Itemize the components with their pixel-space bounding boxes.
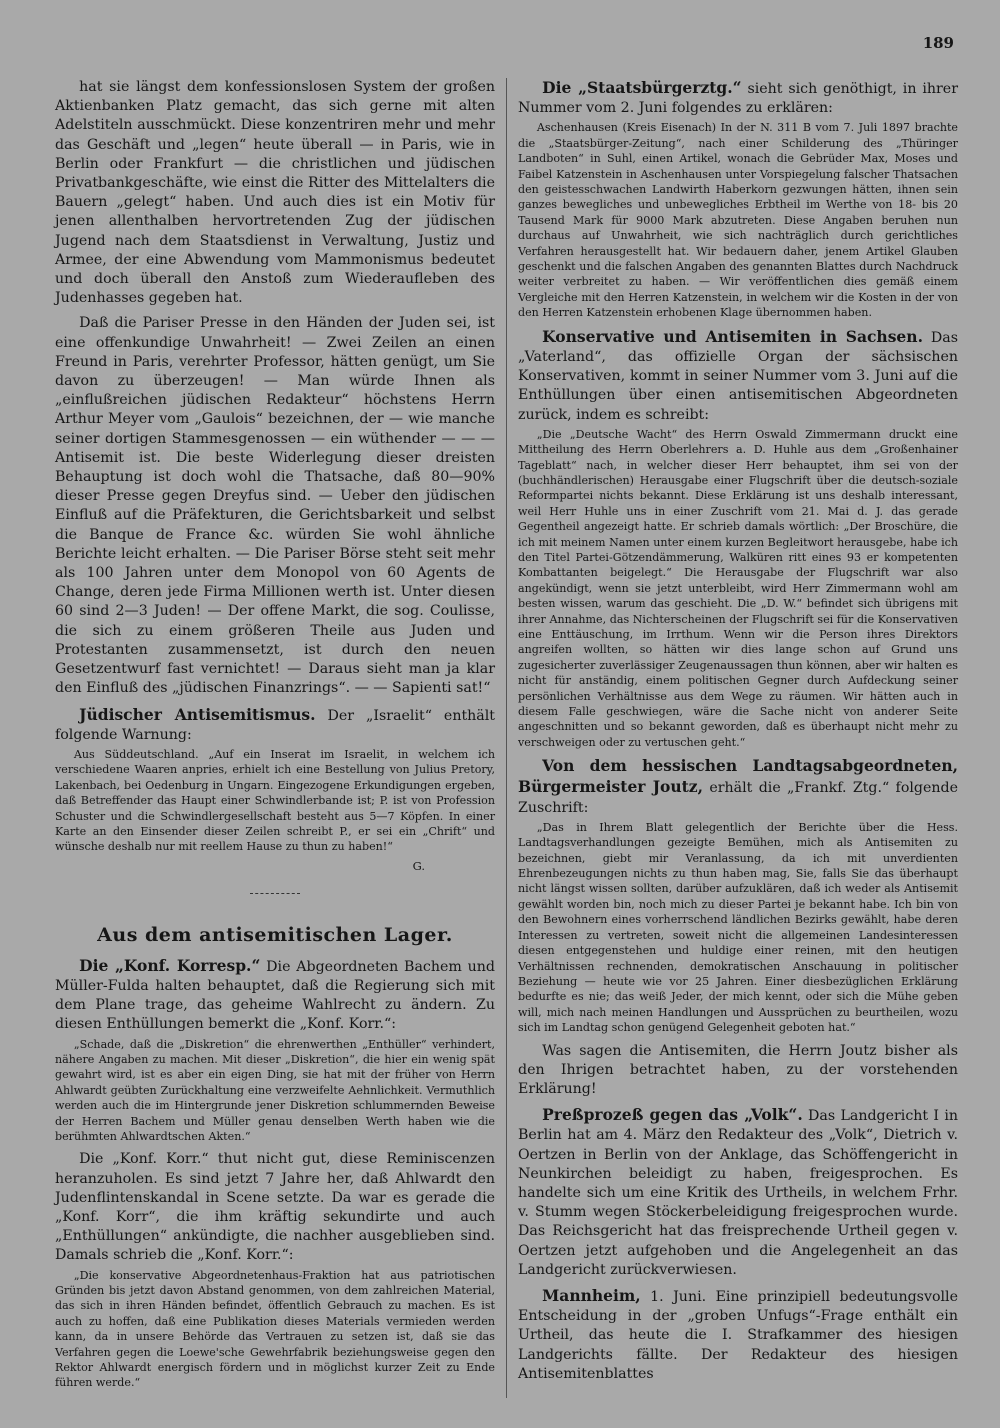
paragraph-text: Der „Israelit“ enthält folgende Warnung: xyxy=(55,707,495,743)
right-column xyxy=(518,78,958,1384)
paragraph-text: hat sie längst dem konfessionslosen System der großen Aktienbanken Platz gemacht, das sich gerne mit alten Adelstiteln ausschmückt. Diese konzentriren mehr und mehr das Geschäft und „legen“ heute überall — in Paris, wie in Berlin oder Frankfurt — die christlichen und jüdischen Privatbankgeschäfte, wie einst die Ritter des Mittelalters die Bauern „gelegt“ haben. Und auch dies ist ein Motiv für jenen allenthalben hervortretenden Zug der jüdischen Jugend nach dem Staatsdienst in Verwaltung, Justiz und Armee, der eine Abwendung vom Mammonismus bedeutet und doch überall den Anstoß zum Wiederaufleben des Judenhasses gegeben hat. xyxy=(55,79,495,307)
paragraph-text: Was sagen die Antisemiten, die Herrn Joutz bisher als den Ihrigen betrachtet haben, zu der vorstehenden Erklärung! xyxy=(518,1042,958,1097)
body-paragraph xyxy=(55,1150,495,1265)
body-paragraph xyxy=(55,78,495,308)
paragraph-text: Daß die Pariser Presse in den Händen der Juden sei, ist eine offenkundige Unwahrheit! — Zwei Zeilen an einen Freund in Paris, verehrter Professor, hätten genügt, um Sie davon zu überzeugen! — Man würde Ihnen als „einflußreichen jüdischen Redakteur“ höchstens Herrn Arthur Meyer vom „Gaulois“ bezeichnen, der — wie manche seiner dortigen Stammesgenossen — ein wüthender — — — Antisemit ist. Die beste Widerlegung dieser dreisten Behauptung ist doch wohl die Thatsache, daß 80—90% dieser Presse gegen Dreyfus sind. — Ueber den jüdischen Einfluß auf die Präfekturen, die Gerichtsbarkeit und selbst die Banque de France &c. würden Sie wohl ähnliche Berichte leicht erhalten. — Die Pariser Börse steht seit mehr als 100 Jahren unter dem Monopol von 60 Agents de Change, deren jede Firma Millionen werth ist. Unter diesen 60 sind 2—3 Juden! — Der offene Markt, die sog. Coulisse, die sich zu einem größeren Theile aus Juden und Protestanten zusammensetzt, ist durch den neuen Gesetzentwurf fast vernichtet! — Daraus sieht man ja klar den Einfluß des „jüdischen Finanzrings“. — — Sapienti sat!“ xyxy=(55,315,495,697)
body-paragraph xyxy=(518,78,958,118)
paragraph-text: 1. Juni. Eine prinzipiell bedeutungsvolle Entscheidung in der „groben Unfugs“-Frage enthält ein Urtheil, das heute die I. Strafkammer des hiesigen Landgerichts fällte. Der Redakteur des hiesigen Antisemitenblattes xyxy=(518,1288,958,1382)
quoted-passage: Aschenhausen (Kreis Eisenach) In der N. 311 B vom 7. Juli 1897 brachte die „Staatsbürger-Zeitung“, nach einer Schilderung des „Thüringer Landboten“ in Suhl, einen Artikel, wonach die Gebrüder Max, Moses und Faibel Katzenstein in Aschenhausen unter Vorspiegelung falscher Thatsachen den geistesschwachen Landwirth Haberkorn gezwungen hätten, ihnen sein ganzes bewegliches und unbewegliches Erbtheil im Werthe von 18- bis 20 Tausend Mark für 9000 Mark abzutreten. Diese Angaben beruhen nun durchaus auf Unwahrheit, wie sich nachträglich durch gerichtliches Verfahren herausgestellt hat. Wir bedauern daher, jenem Artikel Glauben geschenkt und die falschen Angaben des genannten Blattes durch Nachdruck weiter verbreitet zu haben. — Wir veröffentlichen dies gemäß einem Vergleiche mit den Herren Katzenstein, in welchem wir die Kosten in der von den Herren Katzenstein erhobenen Klage übernommen haben. xyxy=(518,121,958,320)
quoted-passage: „Schade, daß die „Diskretion“ die ehrenwerthen „Enthüller“ verhindert, nähere Angaben zu machen. Mit dieser „Diskretion“, die hier ein wenig spät gewahrt wird, ist es aber ein eigen Ding, sie hat mit der früher von Herrn Ahlwardt geübten Zurückhaltung eine verzweifelte Aehnlichkeit. Vermuthlich werden auch die im Hintergrunde jener Diskretion schlummernden Beweise der Herren Bachem und Müller genau denselben Werth haben wie die berühmten Ahlwardtschen Akten.“ xyxy=(55,1037,495,1143)
article-heading: Von dem hessischen Landtagsabgeordneten, Bürgermeister Joutz, xyxy=(518,756,958,797)
quoted-passage: „Das in Ihrem Blatt gelegentlich der Berichte über die Hess. Landtagsverhandlungen gezeigte Bemühen, mich als Antisemiten zu bezeichnen, giebt mir Veranlassung, da ich mit unverdienten Ehrenbezeugungen nichts zu thun haben mag, Sie, falls Sie das überhaupt nicht längst wissen sollten, darüber aufzuklären, daß ich weder als Antisemit gewählt worden bin, noch mich zu dieser Partei je bekannt habe. Ich bin von den Bewohnern eines vorherrschend ländlichen Bezirks gewählt, habe deren Interessen zu vertreten, soweit nicht die allgemeinen Landesinteressen diesen entgegenstehen und huldige einer reinen, mit den heutigen Verhältnissen rechnenden, demokratischen Anschauung in politischer Beziehung — heute wie vor 25 Jahren. Einer diesbezüglichen Erklärung bedurfte es nie; das weiß Jeder, der mich kennt, oder sich die Mühe geben will, mich nach meinen Handlungen und Aussprüchen zu beurtheilen, wozu sich im Landtag schon genügend Gelegenheit geboten hat.“ xyxy=(518,820,958,1035)
body-paragraph xyxy=(55,705,495,745)
section-divider xyxy=(250,893,300,894)
body-paragraph xyxy=(518,1105,958,1280)
body-paragraph xyxy=(55,314,495,698)
body-paragraph xyxy=(55,956,495,1035)
signature: G. xyxy=(412,858,425,873)
left-column xyxy=(55,78,495,1395)
article-heading: Konservative und Antisemiten in Sachsen. xyxy=(542,326,923,346)
section-title: Aus dem antisemitischen Lager. xyxy=(97,923,453,946)
paragraph-text: Das „Vaterland“, das offizielle Organ der sächsischen Konservativen, kommt in seiner Nummer vom 3. Juni auf die Enthüllungen über einen antisemitischen Abgeordneten zurück, indem es schreibt: xyxy=(518,329,958,423)
body-paragraph xyxy=(518,1042,958,1100)
paragraph-text: Die Abgeordneten Bachem und Müller-Fulda halten behauptet, daß die Regierung sich mit dem Plane trage, das geheime Wahlrecht zu ändern. Zu diesen Enthüllungen bemerkt die „Konf. Korr.“: xyxy=(55,958,495,1033)
body-paragraph xyxy=(518,327,958,425)
quoted-passage: „Die „Deutsche Wacht“ des Herrn Oswald Zimmermann druckt eine Mittheilung des Herrn Oberlehrers a. D. Huhle aus dem „Großenhainer Tageblatt“ nach, in welcher dieser Herr behauptet, ihm sei von der (buchhändlerischen) Herausgabe einer Flugschrift über die deutsch-soziale Reformpartei nichts bekannt. Diese Erklärung ist uns deshalb interessant, weil Herr Huhle uns in einer Zuschrift vom 21. Mai d. J. das gerade Gegentheil angezeigt hatte. Er schrieb damals wörtlich: „Der Broschüre, die ich mit meinem Namen unter einem kurzen Begleitwort herausgebe, habe ich den Titel Partei-Götzendämmerung, Walküren ritt eines 93 er kompetenten Kombattanten beigelegt.“ Die Herausgabe der Flugschrift war also angekündigt, wenn sie jetzt unterbleibt, wird Herr Zimmermann wohl am besten wissen, warum das geschieht. Die „D. W.“ befindet sich übrigens mit ihrer Annahme, das Nichterscheinen der Flugschrift sei für die Konservativen eine Enttäuschung, im Irrthum. Wenn wir die Person ihres Direktors angreifen wollten, so hätten wir dies lange schon auf Grund uns zugesicherter zuverlässiger Zeugenaussagen thun können, aber wir halten es nicht für anständig, einem politischen Gegner durch Aufdeckung seiner persönlichen Verhältnisse aus dem Wege zu räumen. Wir hätten auch in diesem Falle geschwiegen, wäre die Sache nicht von anderer Seite angeschnitten und so bekannt geworden, daß es überhaupt nicht mehr zu verschweigen oder zu vertuschen geht.“ xyxy=(518,427,958,749)
article-heading: Die „Konf. Korresp.“ xyxy=(79,955,261,975)
paragraph-text: Die „Konf. Korr.“ thut nicht gut, diese Reminiscenzen heranzuholen. Es sind jetzt 7 Jahre her, daß Ahlwardt den Judenflintenskandal in Scene setzte. Da war es gerade die „Konf. Korr“, die ihm kräftig sekundirte und auch „Enthüllungen“ ankündigte, die nachher ausgeblieben sind. Damals schrieb die „Konf. Korr.“: xyxy=(55,1151,495,1264)
paragraph-text: Das Landgericht I in Berlin hat am 4. März den Redakteur des „Volk“, Dietrich v. Oertzen in Berlin von der Anklage, das Schöffengericht in Neunkirchen beleidigt zu haben, freigesprochen. Es handelte sich um eine Kritik des Urtheils, in welchem Frhr. v. Stumm wegen Stöckerbeleidigung freigesprochen wurde. Das Reichsgericht hat das freisprechende Urtheil gegen v. Oertzen jetzt aufgehoben und die Angelegenheit an das Landgericht zurückverwiesen. xyxy=(518,1108,958,1278)
article-heading: Jüdischer Antisemitismus. xyxy=(79,704,316,724)
body-paragraph xyxy=(518,756,958,818)
body-paragraph xyxy=(518,1286,958,1384)
paragraph-text: sieht sich genöthigt, in ihrer Nummer vom 2. Juni folgendes zu erklären: xyxy=(518,81,958,117)
quoted-passage: „Die konservative Abgeordnetenhaus-Fraktion hat aus patriotischen Gründen bis jetzt davon Abstand genommen, von dem zahlreichen Material, das sich in ihren Händen befindet, öffentlich Gebrauch zu machen. Es ist auch zu hoffen, daß eine Publikation dieses Materials vermieden werden kann, da in unsere Behörde das Vertrauen zu setzen ist, daß sie das Verfahren gegen die Loewe'sche Gewehrfabrik beziehungsweise gegen den Rektor Ahlwardt energisch fördern und in möglichst kurzer Zeit zu Ende führen werde.“ xyxy=(55,1268,495,1390)
column-rule xyxy=(506,78,507,1398)
article-heading: Die „Staatsbürgerztg.“ xyxy=(542,78,742,97)
paragraph-text: erhält die „Frankf. Ztg.“ folgende Zuschrift: xyxy=(518,780,958,816)
page-number: 189 xyxy=(922,34,954,52)
article-heading: Preßprozeß gegen das „Volk“. xyxy=(542,1105,803,1125)
quoted-passage: Aus Süddeutschland. „Auf ein Inserat im Israelit, in welchem ich verschiedene Waaren anpries, erhielt ich eine Bestellung von Julius Pretory, Lakenbach, bei Oedenburg in Ungarn. Eingezogene Erkundigungen ergeben, daß Betreffender das Haupt einer Schwindlerbande ist; P. ist von Profession Schuster und die Schwindlergesellschaft besteht aus 5—7 Köpfen. In einer Karte an den Einsender dieser Zeilen schreibt P., er sei ein „Chrift“ und wünsche deshalb nur mit reellem Hause zu thun zu haben!“ xyxy=(55,747,495,854)
article-heading: Mannheim, xyxy=(542,1285,641,1305)
